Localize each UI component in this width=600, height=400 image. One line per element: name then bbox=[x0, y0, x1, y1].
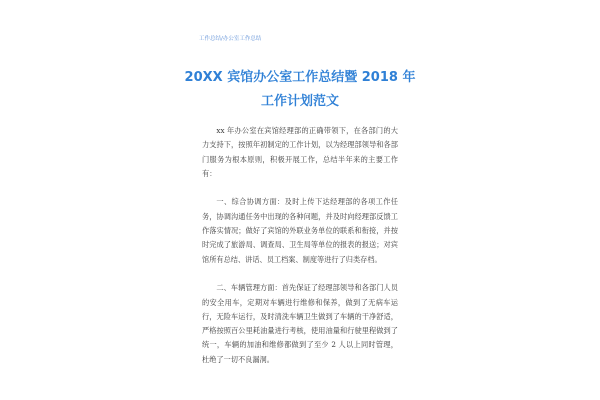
breadcrumb[interactable]: 工作总结/办公室工作总结 bbox=[199, 36, 262, 42]
paragraph-coordination: 一、综合协调方面：及时上传下达经理部的各项工作任务，协调沟通任务中出现的各种问题，并及时向经理部反馈工作落实情况；做好了宾馆的外联业务单位的联系和衔接，并按时完成了旅游局、调查局、卫生局等单位的报表的报送；对宾馆所有总结、讲话、员工档案、制度等进行了归类存档。 bbox=[202, 197, 398, 264]
title-line-1: 20XX 宾馆办公室工作总结暨 2018 年 bbox=[184, 70, 416, 85]
title-line-2: 工作计划范文 bbox=[260, 94, 339, 109]
paragraph-vehicle-management: 二、车辆管理方面：首先保证了经理部领导和各部门人员的安全用车，定期对车辆进行维修和保养，做到了无病车运行，无险车运行，及时清洗车辆卫生做到了车辆的干净舒适，严格按照百公里耗油量进行考核，使用油量和行驶里程做到了统一，车辆的加油和维修都做到了至少 2 人以上同时管理，杜绝了一切不良漏洞。 bbox=[202, 283, 398, 364]
document-body bbox=[202, 124, 398, 367]
paragraph-intro: xx 年办公室在宾馆经理部的正确带领下，在各部门的大力支持下，按照年初制定的工作计划，以为经理部领导和各部门服务为根本原则，积极开展工作，总结半年来的主要工作有： bbox=[202, 126, 398, 178]
document-title bbox=[170, 66, 430, 114]
